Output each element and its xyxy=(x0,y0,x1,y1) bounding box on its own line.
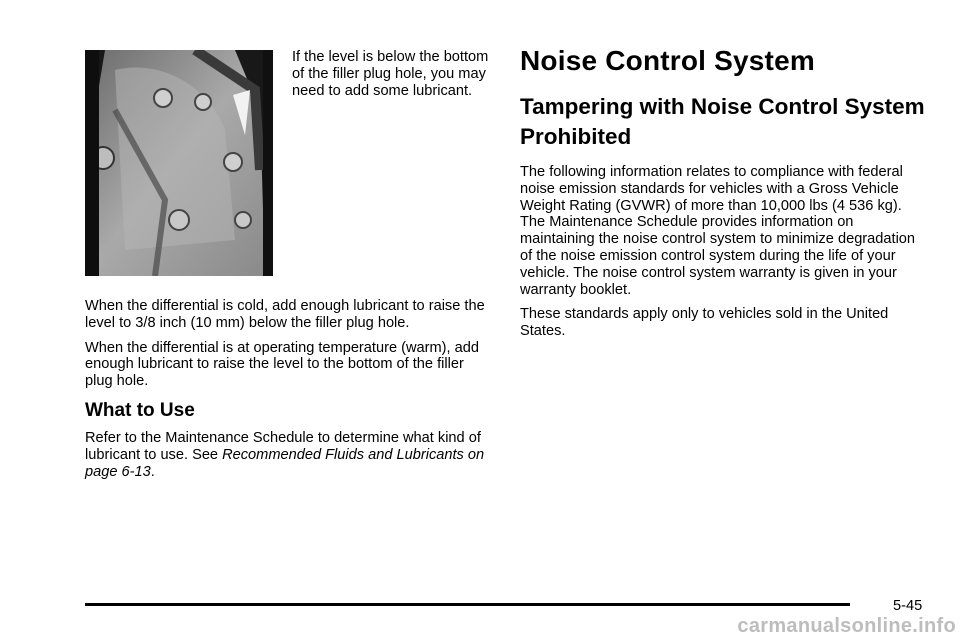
page-number: 5-45 xyxy=(893,598,923,614)
differential-illustration xyxy=(85,50,273,276)
what-to-use-paragraph xyxy=(85,430,495,480)
differential-photo xyxy=(85,50,273,276)
photo-caption: If the level is below the bottom of the filler plug hole, you may need to add some lubricant. xyxy=(292,49,489,99)
footer-rule xyxy=(85,603,850,606)
left-column xyxy=(85,298,495,488)
cold-lubricant-paragraph: When the differential is cold, add enough lubricant to raise the level to 3/8 inch (10 mm) below the filler plug hole. xyxy=(85,298,485,331)
us-standards-paragraph: These standards apply only to vehicles sold in the United States. xyxy=(520,306,889,340)
what-to-use-suffix: . xyxy=(150,463,155,480)
watermark: carmanualsonline.info xyxy=(737,615,956,637)
fluids-reference-link[interactable]: Recommended Fluids and Lubricants on page 6-13 xyxy=(85,446,485,480)
right-column xyxy=(520,44,930,348)
noise-standards-paragraph: The following information relates to compliance with federal noise emission standards for vehicles with a Gross Vehicle Weight Rating (GVWR) of more than 10,000 lbs (4 536 kg). The Maintenance Schedule provides information on maintaining the noise control system to minimize degradation of the noise emission control system during the life of your vehicle. The noise control system warranty is given in your warranty booklet. xyxy=(520,164,916,298)
what-to-use-heading: What to Use xyxy=(85,399,195,421)
section-subtitle: Tampering with Noise Control System Prohibited xyxy=(520,94,925,149)
warm-lubricant-paragraph: When the differential is at operating temperature (warm), add enough lubricant to raise the level to the bottom of the filler plug hole. xyxy=(85,339,479,390)
what-to-use-text: Refer to the Maintenance Schedule to determine what kind of lubricant to use. See xyxy=(85,429,481,463)
section-title: Noise Control System xyxy=(520,45,815,76)
